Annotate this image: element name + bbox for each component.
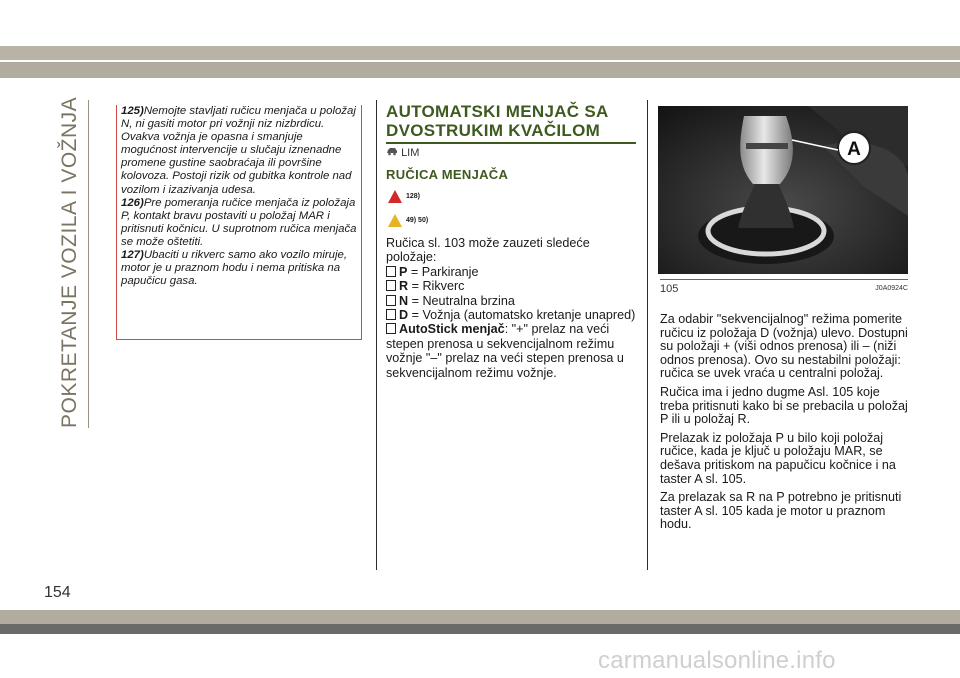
column-separator xyxy=(376,100,377,570)
section-side-title: POKRETANJE VOZILA I VOŽNJA xyxy=(58,96,81,428)
ref-danger-label: 128) xyxy=(406,193,421,200)
ref-danger xyxy=(388,190,420,203)
watermark: carmanualsonline.info xyxy=(598,647,836,674)
gear-lever-illustration xyxy=(658,106,908,274)
callout-label: A xyxy=(847,139,861,160)
checkbox-icon xyxy=(386,280,396,291)
warning-text: Pre pomeranja ručice menjača iz položaja P, kontakt bravu postaviti u položaj MAR i pritisnuti kočnicu. U suprotnom ručica menjača se može oštetiti. xyxy=(121,196,357,248)
position-text: = Parkiranje xyxy=(407,264,479,279)
bottom-band-2 xyxy=(0,624,960,634)
subheading: RUČICA MENJAČA xyxy=(386,167,509,182)
ref-caution-label: 49) 50) xyxy=(406,217,429,224)
autostick-key: AutoStick menjač xyxy=(399,322,505,337)
figure-caption xyxy=(660,279,908,295)
bottom-band xyxy=(0,610,960,624)
gear-lever-photo xyxy=(658,106,908,274)
position-key: P xyxy=(399,264,408,279)
warning-number: 127) xyxy=(121,249,144,262)
body-text xyxy=(386,236,641,380)
warning-125 xyxy=(121,105,357,197)
warning-text: Ubaciti u rikverc samo ako vozilo miruje, motor je u praznom hodu i nema pritiska na papučicu gasa. xyxy=(121,249,348,288)
position-R xyxy=(386,279,641,293)
warnings-box xyxy=(116,105,362,340)
paragraph: Ručica ima i jedno dugme Asl. 105 koje treba pritisnuti kako bi se prebacila u položaj P ili u položaj R. xyxy=(660,384,908,427)
autostick-item xyxy=(386,322,641,380)
intro-text: Ručica sl. 103 može zauzeti sledeće položaje: xyxy=(386,236,590,265)
position-key: R xyxy=(399,279,409,294)
paragraph: Prelazak iz položaja P u bilo koji položaj ručice, kada je ključ u položaju MAR, se dešava pritiskom na papučicu kočnice i na taster A sl. 105. xyxy=(660,430,896,486)
checkbox-icon xyxy=(386,266,396,277)
ref-caution xyxy=(388,214,428,227)
warning-126 xyxy=(121,197,357,249)
position-key: N xyxy=(399,293,409,308)
position-N xyxy=(386,294,641,308)
car-icon xyxy=(386,146,398,156)
paragraph: Za prelazak sa R na P potrebno je pritisnuti taster A sl. 105 kada je motor u praznom hodu. xyxy=(660,490,902,532)
paragraph: Za odabir "sekvencijalnog" režima pomerite ručicu iz položaja D (vožnja) ulevo. Dostupni su položaji + (viši odnos prenosa) ili – (niži odnos prenosa). Ovo su nestabilni položaji: ručica se uvek vraća u centralni položaj. xyxy=(660,312,908,381)
checkbox-icon xyxy=(386,309,396,320)
danger-warning-icon xyxy=(388,190,402,203)
side-rule xyxy=(88,100,89,428)
checkbox-icon xyxy=(386,323,396,334)
position-text: = Vožnja (automatsko kretanje unapred) xyxy=(408,308,636,323)
page-number: 154 xyxy=(44,584,71,601)
position-text: = Neutralna brzina xyxy=(408,293,515,308)
warning-text: Nemojte stavljati ručicu menjača u položaj N, ni gasiti motor pri vožnji niz nizbrdicu. Ovakva vožnja je opasna i smanjuje mogućnost intervencije u slučaju iznenadne promene gustine saobraćaja ili površine kolovoza. Postoji rizik od gubitka kontrole nad vozilom i izazivanja udesa. xyxy=(121,105,356,196)
autostick-text: : "+" prelaz na veći stepen prenosa u sekvencijalnom režimu vožnje "–" prelaz na veći stepen prenosa u sekvencijalnom režimu vožnje. xyxy=(386,322,624,380)
top-band-2 xyxy=(0,62,960,78)
warning-number: 126) xyxy=(121,196,144,209)
checkbox-icon xyxy=(386,295,396,306)
position-D xyxy=(386,308,641,322)
figure-number: 105 xyxy=(660,283,679,295)
position-text: = Rikverc xyxy=(408,279,465,294)
position-P xyxy=(386,265,641,279)
column-separator xyxy=(647,100,648,570)
figure-code: J0A0924C xyxy=(875,285,908,292)
position-key: D xyxy=(399,308,409,323)
warning-127 xyxy=(121,249,357,288)
badge-label: LIM xyxy=(401,147,420,159)
warning-number: 125) xyxy=(121,105,144,117)
trim-badge xyxy=(386,146,419,159)
top-band xyxy=(0,46,960,60)
right-column-text xyxy=(660,313,912,537)
section-heading: AUTOMATSKI MENJAČ SA DVOSTRUKIM KVAČILOM xyxy=(386,102,636,144)
caution-warning-icon xyxy=(388,214,402,227)
